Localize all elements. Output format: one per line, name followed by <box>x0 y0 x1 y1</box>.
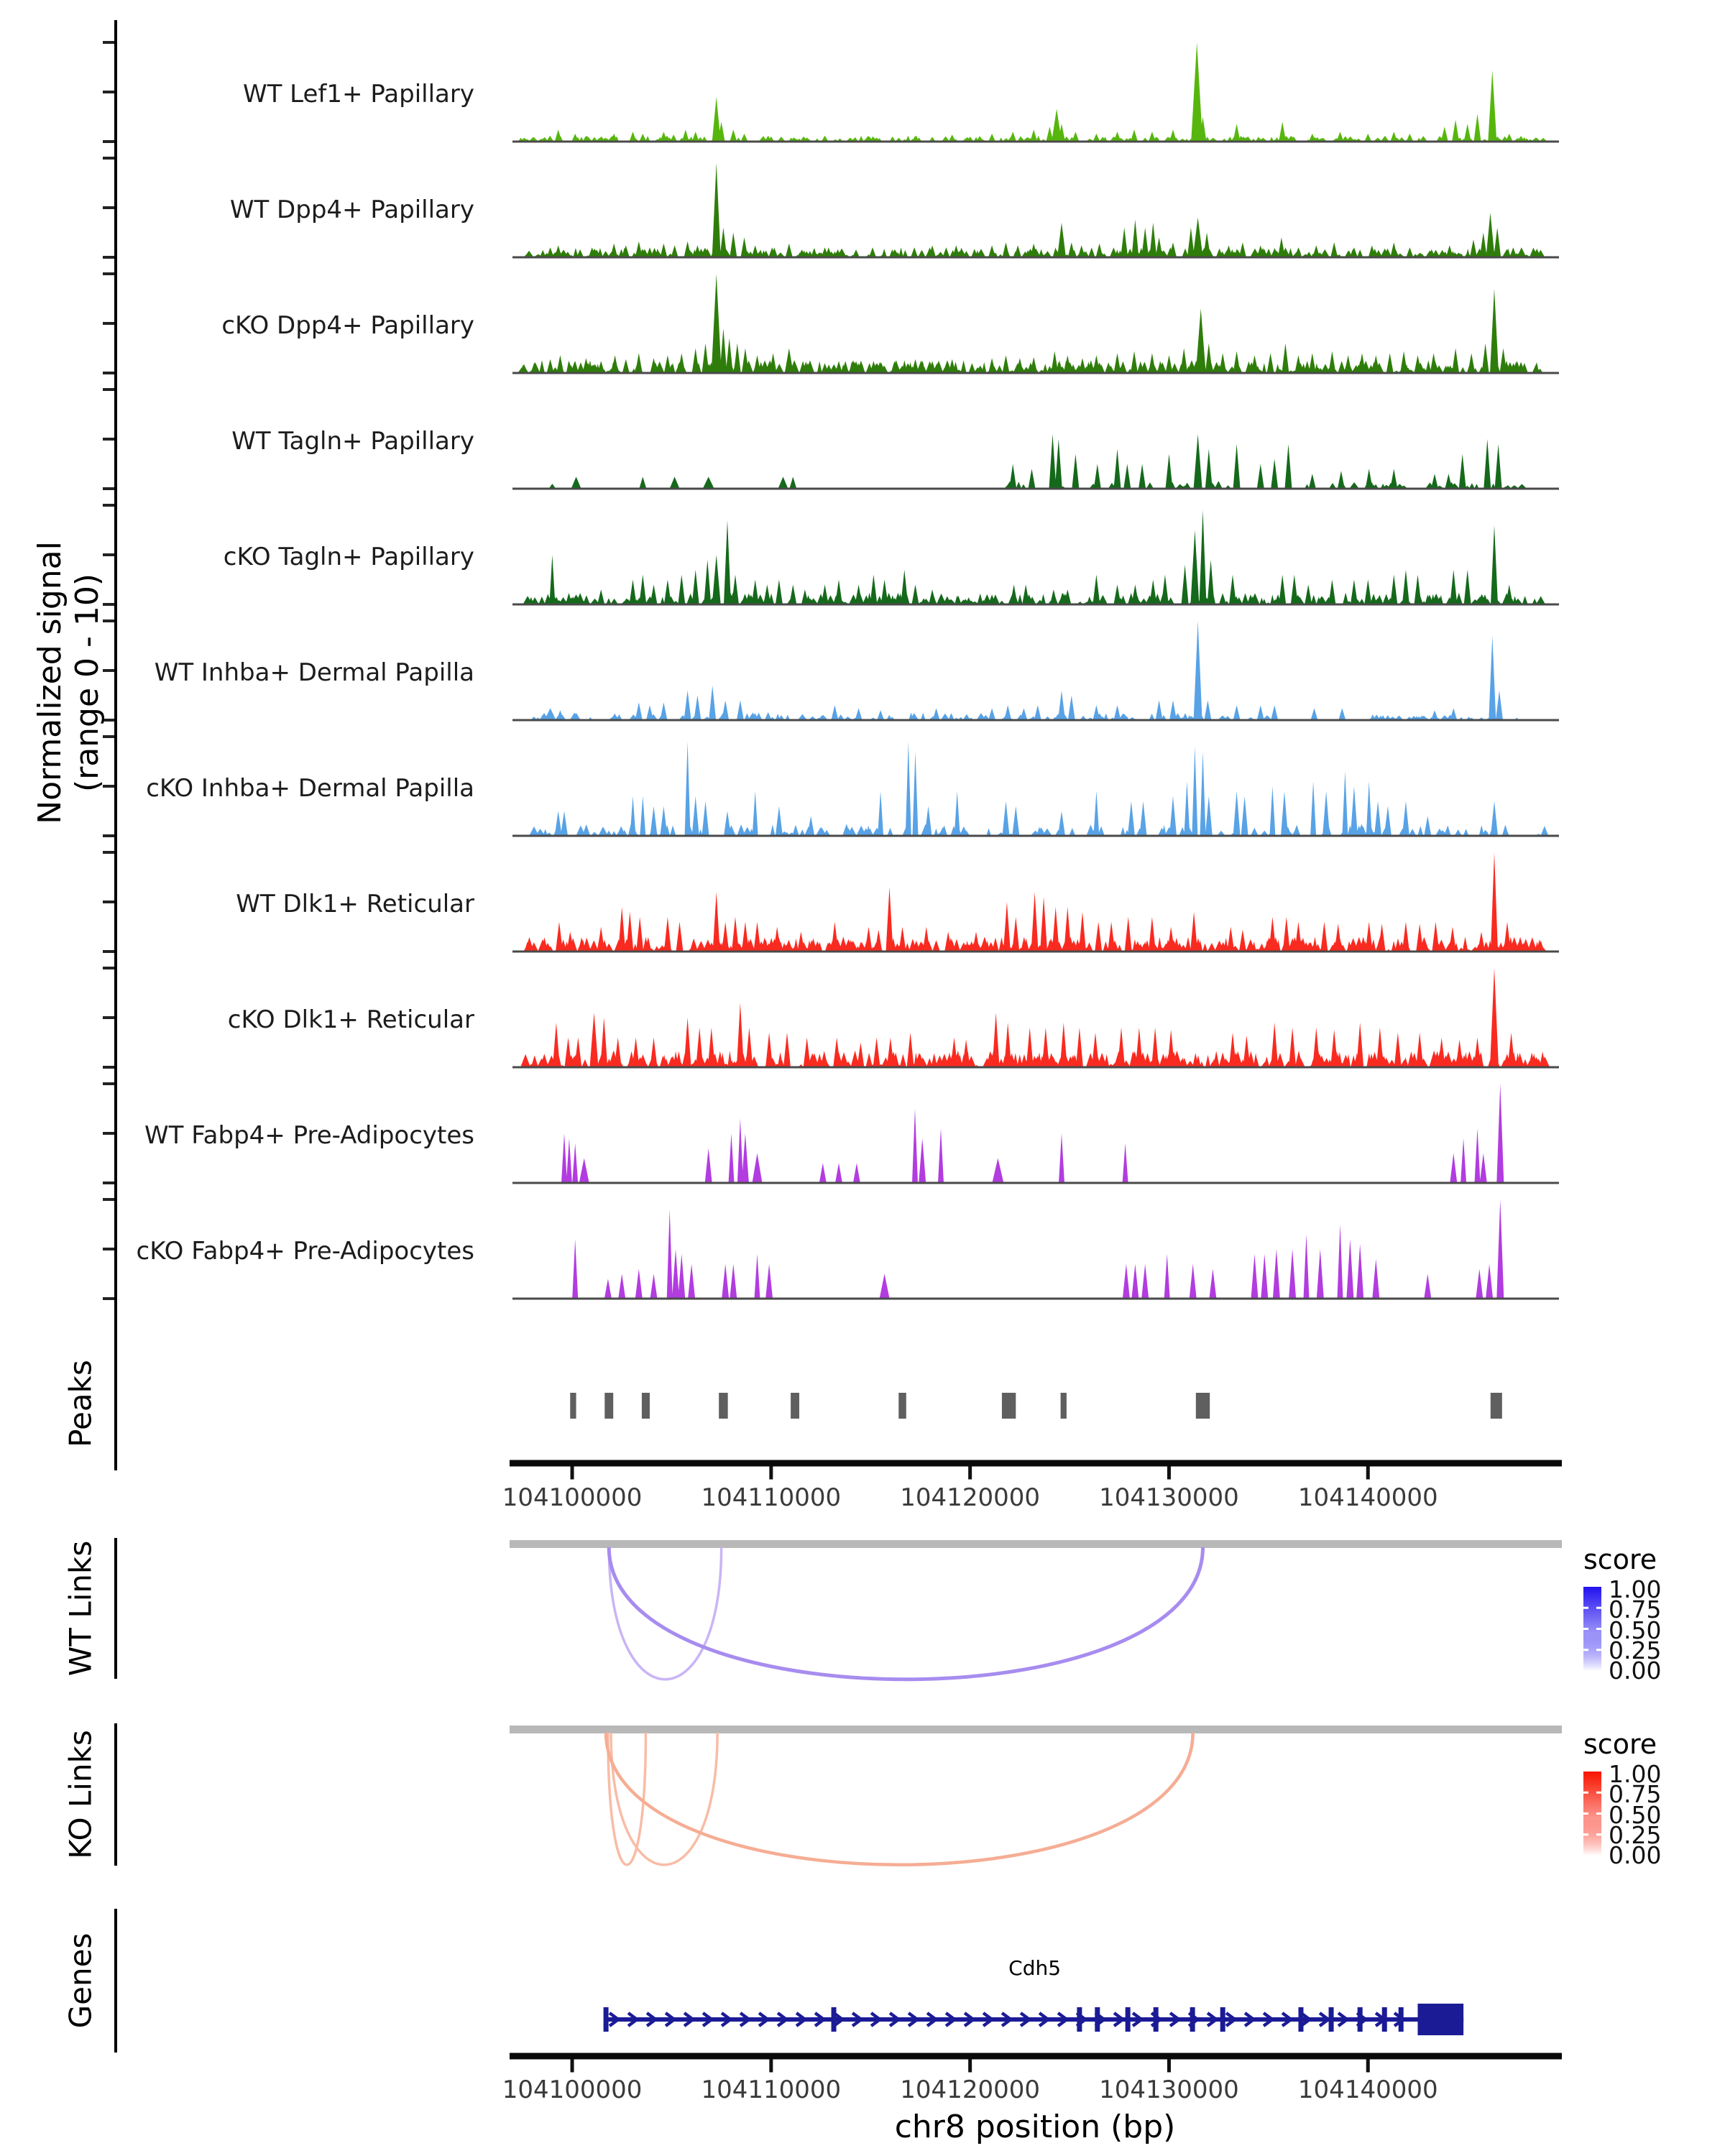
peak-interval <box>1002 1393 1016 1419</box>
track-label: WT Lef1+ Papillary <box>242 80 474 109</box>
ko-legend-tick-label: 1.00 <box>1609 1760 1662 1788</box>
section-label-wt-links: WT Links <box>63 1540 98 1677</box>
exon-tick <box>1358 2007 1363 2032</box>
ko-legend-tick-label: 0.75 <box>1609 1780 1662 1808</box>
exon-tick <box>1077 2007 1082 2032</box>
peak-interval <box>719 1393 727 1419</box>
track-label: WT Dpp4+ Papillary <box>229 195 474 224</box>
exon-tick <box>1298 2007 1303 2032</box>
y-axis-label-line2: (range 0 - 10) <box>69 573 106 793</box>
gene-name-label: Cdh5 <box>1008 1956 1062 1980</box>
axis-tick-label: 104140000 <box>1297 1483 1438 1512</box>
upper-x-axis <box>510 1460 1562 1480</box>
track-label: cKO Dpp4+ Papillary <box>221 311 474 340</box>
peak-interval <box>791 1393 799 1419</box>
exon-tick <box>832 2007 837 2032</box>
link-arc <box>609 1547 1202 1680</box>
peak-interval <box>1061 1393 1067 1419</box>
track-label: WT Dlk1+ Reticular <box>236 890 474 918</box>
track-label: WT Tagln+ Papillary <box>231 427 474 456</box>
lower-x-axis <box>510 2053 1562 2073</box>
axis-tick-label: 104120000 <box>900 1483 1040 1512</box>
peak-interval <box>1196 1393 1210 1419</box>
y-axis-label-line1: Normalized signal <box>32 541 69 824</box>
track-label: cKO Tagln+ Papillary <box>223 543 474 571</box>
wt-legend-tick-label: 1.00 <box>1609 1575 1662 1603</box>
wt-links-legend-title: score <box>1583 1544 1657 1575</box>
exon-tick <box>1382 2007 1387 2032</box>
ko-legend-tick-label: 0.50 <box>1609 1801 1662 1829</box>
exon-tick <box>1399 2007 1404 2032</box>
axis-tick-label: 104120000 <box>900 2076 1040 2104</box>
axis-tick-label: 104140000 <box>1297 2076 1438 2104</box>
track-label: WT Fabp4+ Pre-Adipocytes <box>144 1121 474 1150</box>
axis-tick-label: 104130000 <box>1099 1483 1239 1512</box>
ko-legend-tick-label: 0.25 <box>1609 1821 1662 1849</box>
peak-interval <box>604 1393 613 1419</box>
axis-tick-label: 104100000 <box>502 1483 643 1512</box>
exon-tick <box>1126 2007 1131 2032</box>
exon-tick <box>1220 2007 1225 2032</box>
x-axis-title: chr8 position (bp) <box>894 2109 1176 2145</box>
gene-model <box>604 2004 1464 2035</box>
track-label: WT Inhba+ Dermal Papilla <box>154 658 474 687</box>
peak-interval <box>642 1393 650 1419</box>
wt-legend-tick-label: 0.75 <box>1609 1595 1662 1623</box>
grad-wt-legend-bar <box>1583 1587 1601 1671</box>
ko-links-legend-title: score <box>1583 1728 1657 1760</box>
section-label-genes: Genes <box>63 1932 98 2029</box>
peak-interval <box>1491 1393 1502 1419</box>
wt-legend-tick-label: 0.25 <box>1609 1636 1662 1664</box>
exon-tick <box>1154 2007 1159 2032</box>
peak-interval <box>570 1393 576 1419</box>
exon-tick <box>1095 2007 1100 2032</box>
link-arc <box>611 1733 717 1865</box>
peaks-track <box>570 1393 1502 1419</box>
exon-tick <box>1329 2007 1334 2032</box>
link-arc <box>609 1547 721 1680</box>
track-label: cKO Fabp4+ Pre-Adipocytes <box>136 1237 474 1266</box>
ko-legend-tick-label: 0.00 <box>1609 1841 1662 1869</box>
section-label-ko-links: KO Links <box>63 1730 98 1859</box>
wt-legend-tick-label: 0.50 <box>1609 1616 1662 1644</box>
exon-tick <box>604 2007 609 2032</box>
wt-legend-tick-label: 0.00 <box>1609 1657 1662 1685</box>
axis-tick-label: 104110000 <box>701 2076 842 2104</box>
wt-links-panel <box>510 1540 1562 1680</box>
axis-tick-label: 104110000 <box>701 1483 842 1512</box>
ko-links-panel <box>510 1726 1562 1865</box>
track-label: cKO Dlk1+ Reticular <box>227 1005 474 1034</box>
gene-body-line <box>606 2017 1463 2022</box>
axis-tick-label: 104100000 <box>502 2076 643 2104</box>
section-label-peaks: Peaks <box>63 1360 98 1447</box>
axis-tick-label: 104130000 <box>1099 2076 1239 2104</box>
terminal-exon-box <box>1417 2004 1463 2035</box>
grad-ko-legend-bar <box>1583 1772 1601 1856</box>
track-label: cKO Inhba+ Dermal Papilla <box>146 774 474 803</box>
exon-tick <box>1190 2007 1195 2032</box>
peak-interval <box>898 1393 906 1419</box>
